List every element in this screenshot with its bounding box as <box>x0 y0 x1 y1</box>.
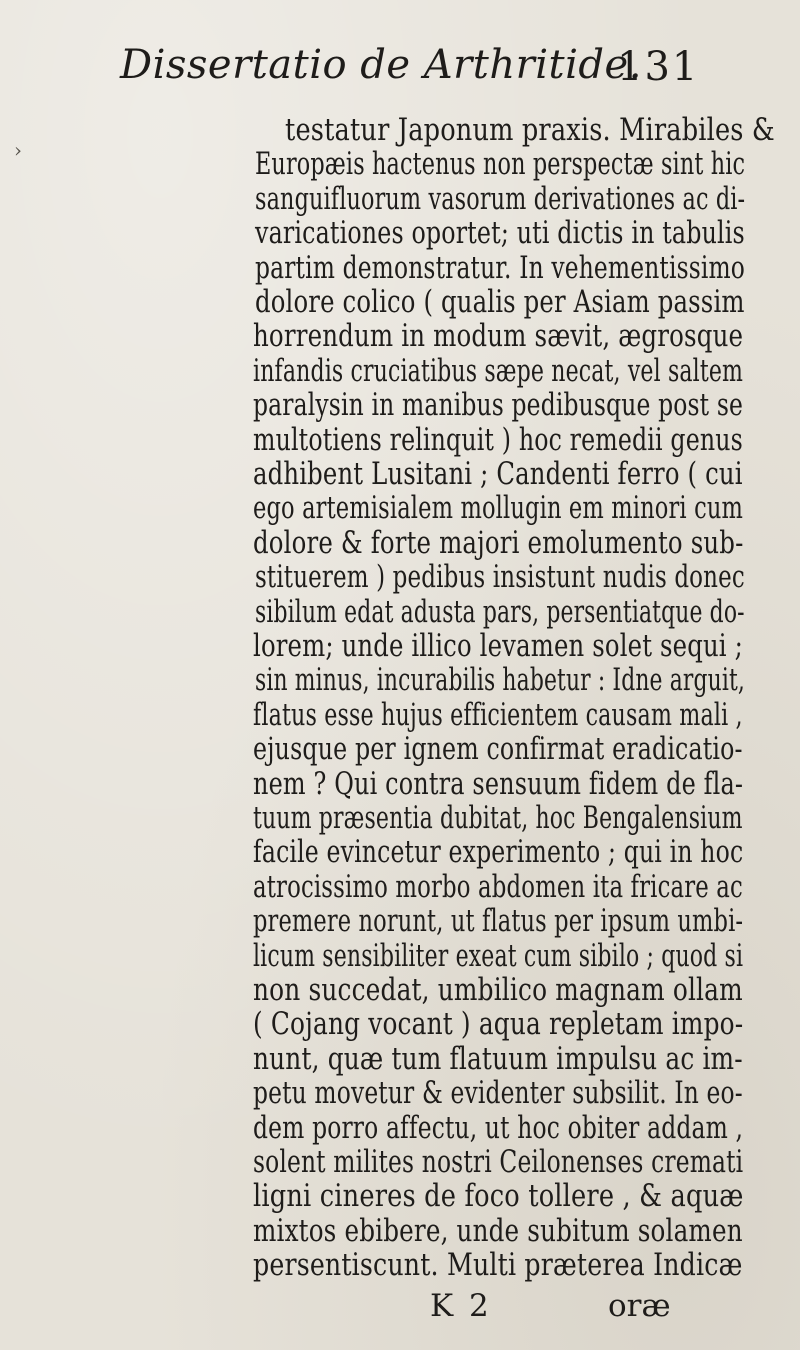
margin-mark: › <box>14 138 22 162</box>
text-line: multotiens relinquit ) hoc remedii genus <box>253 421 743 458</box>
text-line: licum sensibiliter exeat cum sibilo ; quod si <box>253 937 744 974</box>
signature-mark: K 2 <box>430 1288 492 1324</box>
text-line: infandis cruciatibus sæpe necat, vel saltem <box>253 352 744 389</box>
text-line: sin minus, incurabilis habetur : Idne arguit, <box>255 662 745 699</box>
text-line: non succedat, umbilico magnam ollam <box>253 972 743 1008</box>
text-line: dolore & forte majori emolumento sub- <box>253 524 744 561</box>
catchword: oræ <box>608 1288 671 1324</box>
text-line: nunt, quæ tum flatuum impulsu ac im- <box>253 1040 743 1077</box>
text-line: facile evincetur experimento ; qui in hoc <box>253 834 744 871</box>
running-title: Dissertatio de Arthritide. <box>120 42 642 88</box>
text-line: lorem; unde illico levamen solet sequi ; <box>253 628 743 664</box>
text-line: sibilum edat adusta pars, persentiatque do- <box>255 593 745 630</box>
text-line: sanguifluorum vasorum derivationes ac di- <box>255 180 746 217</box>
page-footer <box>430 1288 690 1328</box>
text-line: horrendum in modum sævit, ægrosque <box>253 318 744 355</box>
text-line: dolore colico ( qualis per Asiam passim <box>255 284 745 320</box>
text-line: partim demonstratur. In vehementissimo <box>255 249 746 286</box>
text-line: flatus esse hujus efficientem causam mali , <box>253 696 743 733</box>
text-line: varicationes oportet; uti dictis in tabulis <box>255 215 745 252</box>
text-line: dem porro affectu, ut hoc obiter addam , <box>253 1109 744 1146</box>
text-line: mixtos ebibere, unde subitum solamen <box>253 1212 743 1249</box>
text-line: persentiscunt. Multi præterea Indicæ <box>253 1247 743 1284</box>
text-line: paralysin in manibus pedibusque post se <box>253 387 744 424</box>
text-line: ( Cojang vocant ) aqua repletam impo- <box>253 1006 744 1043</box>
page-number: 131 <box>617 44 700 90</box>
text-line: tuum præsentia dubitat, hoc Bengalensium <box>253 800 743 836</box>
text-line: premere norunt, ut flatus per ipsum umbi- <box>253 903 744 940</box>
text-line: stituerem ) pedibus insistunt nudis donec <box>255 559 745 596</box>
text-line: petu movetur & evidenter subsilit. In eo- <box>253 1075 743 1112</box>
text-line: nem ? Qui contra sensuum fidem de fla- <box>253 765 744 802</box>
text-line: solent milites nostri Ceilonenses cremati <box>253 1144 744 1180</box>
text-line: ligni cineres de foco tollere , & aquæ <box>253 1178 744 1215</box>
text-line: ejusque per ignem confirmat eradicatio- <box>253 731 743 768</box>
page-header <box>120 42 740 102</box>
text-line: atrocissimo morbo abdomen ita fricare ac <box>253 868 743 905</box>
text-line: testatur Japonum praxis. Mirabiles & <box>285 112 775 148</box>
text-line: Europæis hactenus non perspectæ sint hic <box>255 146 746 183</box>
text-line: ego artemisialem mollugin em minori cum <box>253 490 744 527</box>
text-line: adhibent Lusitani ; Candenti ferro ( cui <box>253 456 743 492</box>
